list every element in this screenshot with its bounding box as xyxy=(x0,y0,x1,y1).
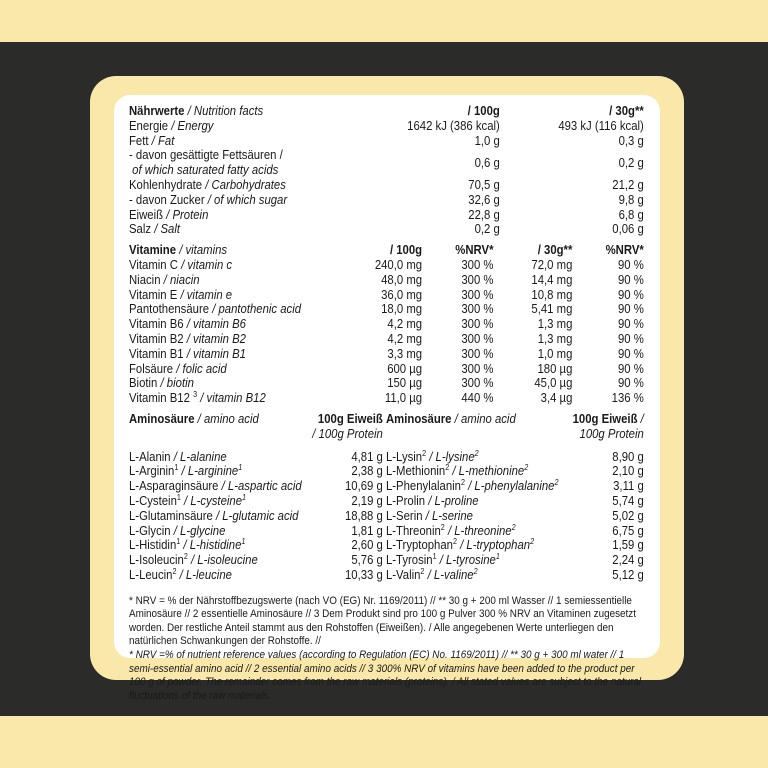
vitamin-row xyxy=(129,391,644,406)
row-value-100g: 1642 kJ (386 kcal) xyxy=(407,118,500,133)
vitamin-nrv-30g: 90 % xyxy=(617,361,644,376)
vitamin-label-en: / vitamin e xyxy=(180,287,233,302)
top-yellow-band xyxy=(0,0,768,42)
vitamin-nrv-100g: 300 % xyxy=(461,287,494,302)
amino-row xyxy=(129,450,644,465)
footnote-marker: 2 xyxy=(422,448,427,458)
row-label-en: of which saturated fatty acids xyxy=(132,163,279,178)
vitamin-value-30g: 1,0 mg xyxy=(537,346,573,361)
vitamin-value-100g: 3,3 mg xyxy=(387,346,423,361)
amino-label-en: / L-tyrosine xyxy=(439,553,496,568)
vitamin-value-30g: 1,3 mg xyxy=(537,317,573,332)
vitamin-label: Pantothensäure xyxy=(129,302,210,317)
amino-col-header-slash-left: / xyxy=(312,426,316,441)
vitamin-nrv-30g: 90 % xyxy=(617,287,644,302)
vitamin-value-30g: 3,4 µg xyxy=(540,391,573,406)
amino-row xyxy=(129,568,644,583)
nutrition-row xyxy=(129,193,644,208)
amino-label: L-Lysin xyxy=(385,449,423,464)
vitamin-row xyxy=(129,258,644,273)
amino-label-en: / L-serine xyxy=(425,508,473,523)
vitamin-nrv-100g: 300 % xyxy=(461,361,494,376)
row-value-30g: 6,8 g xyxy=(618,207,644,222)
vitamin-row xyxy=(129,362,644,377)
vitamin-nrv-30g: 90 % xyxy=(617,272,644,287)
vitamins-title-en: / vitamins xyxy=(179,243,228,258)
nutrition-label xyxy=(129,104,644,703)
amino-label: L-Serin xyxy=(385,508,423,523)
vitamin-nrv-100g: 300 % xyxy=(461,257,494,272)
row-label: - davon Zucker xyxy=(129,192,205,207)
vitamin-nrv-100g: 300 % xyxy=(461,346,494,361)
vitamin-label-en: / biotin xyxy=(160,376,194,391)
row-label-en: / Fat xyxy=(151,133,175,148)
nutrition-row xyxy=(129,178,644,193)
vitamin-label-en: / vitamin B2 xyxy=(186,331,246,346)
row-value-100g: 0,6 g xyxy=(474,155,500,170)
vitamin-value-30g: 14,4 mg xyxy=(531,272,573,287)
footnote-marker: 2 xyxy=(460,477,465,487)
footnote-marker: 2 xyxy=(530,537,535,547)
amino-label: L-Cystein xyxy=(129,493,177,508)
vitamin-row xyxy=(129,273,644,288)
vitamin-nrv-100g: 440 % xyxy=(461,391,494,406)
vitamin-value-30g: 72,0 mg xyxy=(531,257,573,272)
footnote-marker: 2 xyxy=(473,566,478,576)
amino-label-en: / L-tryptophan xyxy=(460,538,531,553)
vitamin-label: Niacin xyxy=(129,272,161,287)
footnote-marker: 1 xyxy=(176,537,181,547)
footnote-marker: 1 xyxy=(242,492,247,502)
amino-row xyxy=(129,479,644,494)
footnote-marker: 2 xyxy=(524,463,529,473)
row-value-30g: 0,2 g xyxy=(618,155,644,170)
row-value-30g: 0,3 g xyxy=(618,133,644,148)
vitamin-nrv-100g: 300 % xyxy=(461,272,494,287)
vitamins-header xyxy=(129,243,644,258)
amino-row xyxy=(129,538,644,553)
vitamins-title: Vitamine xyxy=(129,243,177,258)
vitamin-value-30g: 180 µg xyxy=(537,361,573,376)
amino-label: L-Methionin xyxy=(385,464,446,479)
vitamin-label: Folsäure xyxy=(129,361,174,376)
vitamin-row xyxy=(129,332,644,347)
amino-label: L-Glycin xyxy=(129,523,171,538)
vitamin-nrv-30g: 90 % xyxy=(617,257,644,272)
vitamins-col-nrv-100g: %NRV* xyxy=(455,243,494,258)
footnote-marker: 2 xyxy=(452,537,457,547)
amino-label: L-Valin xyxy=(385,567,421,582)
nutrition-col-100g: / 100g xyxy=(467,104,500,118)
row-value-100g: 1,0 g xyxy=(474,133,500,148)
nutrition-col-30g: / 30g** xyxy=(609,104,644,118)
row-value-100g: 70,5 g xyxy=(468,177,500,192)
amino-row xyxy=(129,509,644,524)
footnote-marker: 2 xyxy=(420,566,425,576)
footnote-marker: 1 xyxy=(238,463,243,473)
row-label: Kohlenhydrate xyxy=(129,177,203,192)
amino-label-en: / L-glutamic acid xyxy=(215,508,299,523)
vitamin-row xyxy=(129,347,644,362)
amino-label-en: / L-arginine xyxy=(181,464,239,479)
footnote-marker: 1 xyxy=(432,551,437,561)
amino-label: L-Threonin xyxy=(385,523,441,538)
vitamin-nrv-30g: 136 % xyxy=(611,391,644,406)
row-label-en: / Salt xyxy=(154,222,181,237)
vitamin-label-en: / vitamin c xyxy=(181,257,233,272)
amino-label: L-Leucin xyxy=(129,567,173,582)
amino-value: 8,90 g xyxy=(612,449,644,464)
row-value-100g: 22,8 g xyxy=(468,207,500,222)
amino-col-header-slash: / xyxy=(640,411,644,426)
vitamin-nrv-30g: 90 % xyxy=(617,317,644,332)
nutrition-title: Nährwerte xyxy=(129,104,185,118)
amino-value: 10,69 g xyxy=(345,479,383,494)
row-label-en: / Carbohydrates xyxy=(205,177,286,192)
vitamin-nrv-100g: 300 % xyxy=(461,331,494,346)
vitamin-label: Vitamin C xyxy=(129,257,178,272)
vitamin-value-100g: 4,2 mg xyxy=(387,331,423,346)
amino-value: 2,24 g xyxy=(612,553,644,568)
footnote-en: * NRV =% of nutrient reference values (according to Regulation (EC) No. 1169/2011) // ** 30 g + 300 ml water // 1 semi-essential amino acid // 2 essential amino acids // 3 300% NRV of vitamins have been added to the product per 100 g of powder. The remainder comes from the raw materials (proteins). / All stated values are subject to the natural fluctuations of the raw materials. xyxy=(129,649,642,702)
amino-label-en: / L-methionine xyxy=(452,464,525,479)
vitamins-col-30g: / 30g** xyxy=(537,243,573,258)
vitamin-label: Vitamin B12 xyxy=(129,391,190,406)
amino-label: L-Glutaminsäure xyxy=(129,508,213,523)
amino-value: 3,11 g xyxy=(613,479,644,494)
vitamin-value-100g: 150 µg xyxy=(387,376,423,391)
nutrition-row xyxy=(129,208,644,223)
vitamin-row xyxy=(129,302,644,317)
footnote-marker: 2 xyxy=(440,522,445,532)
nutrition-header xyxy=(129,104,644,119)
nutrition-title-en: / Nutrition facts xyxy=(187,104,264,118)
vitamin-label-en: / niacin xyxy=(163,272,200,287)
vitamin-label: Vitamin B1 xyxy=(129,346,184,361)
vitamin-label: Vitamin B6 xyxy=(129,317,184,332)
row-label-en: / Energy xyxy=(171,118,214,133)
vitamin-label: Vitamin B2 xyxy=(129,331,184,346)
vitamins-col-100g: / 100g xyxy=(389,243,423,258)
amino-title-right: Aminosäure xyxy=(385,411,452,426)
row-value-30g: 0,06 g xyxy=(612,222,644,237)
vitamins-col-nrv-30g: %NRV* xyxy=(605,243,644,258)
row-value-30g: 21,2 g xyxy=(612,177,644,192)
footnote-marker: 2 xyxy=(445,463,450,473)
amino-value: 2,19 g xyxy=(351,493,383,508)
vitamin-row xyxy=(129,317,644,332)
amino-label-en: / L-histidine xyxy=(183,538,242,553)
row-label: Energie xyxy=(129,118,169,133)
amino-value: 4,81 g xyxy=(351,449,383,464)
nutrition-row xyxy=(129,222,644,237)
footnote-marker: 1 xyxy=(241,537,246,547)
vitamin-label-en: / folic acid xyxy=(176,361,227,376)
footnote-marker: 3 xyxy=(193,389,198,399)
amino-label: L-Asparaginsäure xyxy=(129,479,219,494)
footnote-marker: 1 xyxy=(174,463,179,473)
vitamin-value-100g: 11,0 µg xyxy=(384,391,423,406)
footnote-marker: 2 xyxy=(172,566,177,576)
vitamin-value-30g: 45,0 µg xyxy=(534,376,573,391)
amino-label-en: / L-cysteine xyxy=(184,493,243,508)
row-label: Salz xyxy=(129,222,152,237)
vitamins-table xyxy=(129,243,644,406)
amino-value: 2,10 g xyxy=(612,464,644,479)
amino-acids-table xyxy=(129,412,644,583)
vitamin-row xyxy=(129,288,644,303)
amino-value: 5,74 g xyxy=(612,493,644,508)
footnote-marker: 2 xyxy=(511,522,516,532)
nutrition-row xyxy=(129,134,644,149)
vitamin-value-100g: 600 µg xyxy=(387,361,423,376)
row-label: Eiweiß xyxy=(129,207,164,222)
footnote-marker: 1 xyxy=(176,492,181,502)
footnote-marker: 1 xyxy=(495,551,500,561)
amino-title: Aminosäure xyxy=(129,411,195,426)
amino-value: 5,02 g xyxy=(612,508,644,523)
amino-col-subheader-right: 100g Protein xyxy=(579,426,644,441)
amino-label: L-Tryptophan xyxy=(385,538,453,553)
row-value-100g: 32,6 g xyxy=(468,192,500,207)
amino-label-en: / L-proline xyxy=(428,493,479,508)
footnote-marker: 2 xyxy=(183,551,188,561)
vitamin-label-en: / vitamin B6 xyxy=(186,317,246,332)
vitamin-nrv-30g: 90 % xyxy=(617,331,644,346)
vitamin-label: Vitamin E xyxy=(129,287,178,302)
amino-label-en: / L-aspartic acid xyxy=(221,479,302,494)
footnote-marker: 2 xyxy=(554,477,559,487)
bottom-yellow-band xyxy=(0,716,768,768)
row-value-30g: 493 kJ (116 kcal) xyxy=(558,118,644,133)
amino-col-subheader: 100g Protein xyxy=(318,426,383,441)
vitamin-nrv-100g: 300 % xyxy=(461,317,494,332)
amino-label: L-Isoleucin xyxy=(129,553,184,568)
amino-label: L-Alanin xyxy=(129,449,171,464)
amino-label: L-Tyrosin xyxy=(385,553,433,568)
amino-label-en: / L-phenylalanine xyxy=(468,479,555,494)
nutrition-row xyxy=(129,148,644,178)
amino-label-en: / L-glycine xyxy=(173,523,226,538)
row-value-100g: 0,2 g xyxy=(474,222,500,237)
amino-label-en: / L-leucine xyxy=(179,567,232,582)
amino-value: 2,38 g xyxy=(351,464,383,479)
vitamin-nrv-100g: 300 % xyxy=(461,376,494,391)
vitamin-value-30g: 5,41 mg xyxy=(531,302,573,317)
vitamin-value-100g: 18,0 mg xyxy=(381,302,423,317)
footnote-marker: 2 xyxy=(474,448,479,458)
vitamin-label: Biotin xyxy=(129,376,158,391)
vitamin-row xyxy=(129,376,644,391)
row-label-en: / Protein xyxy=(166,207,209,222)
footnote-de: * NRV = % der Nährstoffbezugswerte (nach VO (EG) Nr. 1169/2011) // ** 30 g + 200 ml Wasser // 1 semiessentielle Aminosäure // 2 essentielle Aminosäure // 3 Dem Produkt sind pro 100 g Pulver 300 % NRV an Vitaminen zugesetzt worden. Der restliche Anteil stammt aus den Rohstoffen (Eiweißen). / Alle angegebenen Werte unterliegen den natürlichen Schwankungen der Rohstoffe. // xyxy=(129,594,637,648)
amino-row xyxy=(129,524,644,539)
amino-subheader xyxy=(129,427,644,442)
amino-label-en: / L-threonine xyxy=(447,523,512,538)
amino-col-header-right: 100g Eiweiß xyxy=(572,411,638,426)
amino-label: L-Arginin xyxy=(129,464,175,479)
vitamin-nrv-30g: 90 % xyxy=(617,376,644,391)
amino-col-header: 100g Eiweiß xyxy=(317,411,383,426)
amino-label: L-Phenylalanin xyxy=(385,479,461,494)
amino-title-en: / amino acid xyxy=(197,411,259,426)
vitamin-value-100g: 240,0 mg xyxy=(374,257,423,272)
amino-value: 5,76 g xyxy=(351,553,383,568)
amino-label-en: / L-isoleucine xyxy=(190,553,258,568)
nutrition-row xyxy=(129,119,644,134)
amino-value: 5,12 g xyxy=(612,567,644,582)
vitamin-label-en: / vitamin B12 xyxy=(200,391,266,406)
amino-value: 2,60 g xyxy=(351,538,383,553)
footnotes xyxy=(129,595,644,704)
vitamin-value-100g: 36,0 mg xyxy=(381,287,423,302)
vitamin-nrv-30g: 90 % xyxy=(617,302,644,317)
amino-label-en: / L-alanine xyxy=(173,449,227,464)
amino-value: 1,81 g xyxy=(351,523,383,538)
row-label-en: / of which sugar xyxy=(207,192,288,207)
row-label: - davon gesättigte Fettsäuren / xyxy=(129,148,283,163)
vitamin-value-30g: 10,8 mg xyxy=(531,287,573,302)
nutrition-facts-table xyxy=(129,104,644,237)
amino-value: 18,88 g xyxy=(345,508,383,523)
amino-label: L-Histidin xyxy=(129,538,177,553)
amino-value: 6,75 g xyxy=(612,523,644,538)
amino-row xyxy=(129,553,644,568)
amino-row xyxy=(129,494,644,509)
vitamin-value-100g: 48,0 mg xyxy=(381,272,423,287)
amino-label: L-Prolin xyxy=(385,493,426,508)
amino-value: 10,33 g xyxy=(345,567,383,582)
vitamin-value-100g: 4,2 mg xyxy=(387,317,423,332)
row-value-30g: 9,8 g xyxy=(618,192,644,207)
vitamin-value-30g: 1,3 mg xyxy=(537,331,573,346)
vitamin-nrv-30g: 90 % xyxy=(617,346,644,361)
row-label: Fett xyxy=(129,133,149,148)
vitamin-label-en: / vitamin B1 xyxy=(186,346,246,361)
amino-row xyxy=(129,464,644,479)
amino-label-en: / L-lysine xyxy=(429,449,475,464)
amino-value: 1,59 g xyxy=(612,538,644,553)
amino-header xyxy=(129,412,644,427)
vitamin-label-en: / pantothenic acid xyxy=(212,302,302,317)
amino-title-en-right: / amino acid xyxy=(454,411,516,426)
vitamin-nrv-100g: 300 % xyxy=(461,302,494,317)
amino-label-en: / L-valine xyxy=(427,567,474,582)
